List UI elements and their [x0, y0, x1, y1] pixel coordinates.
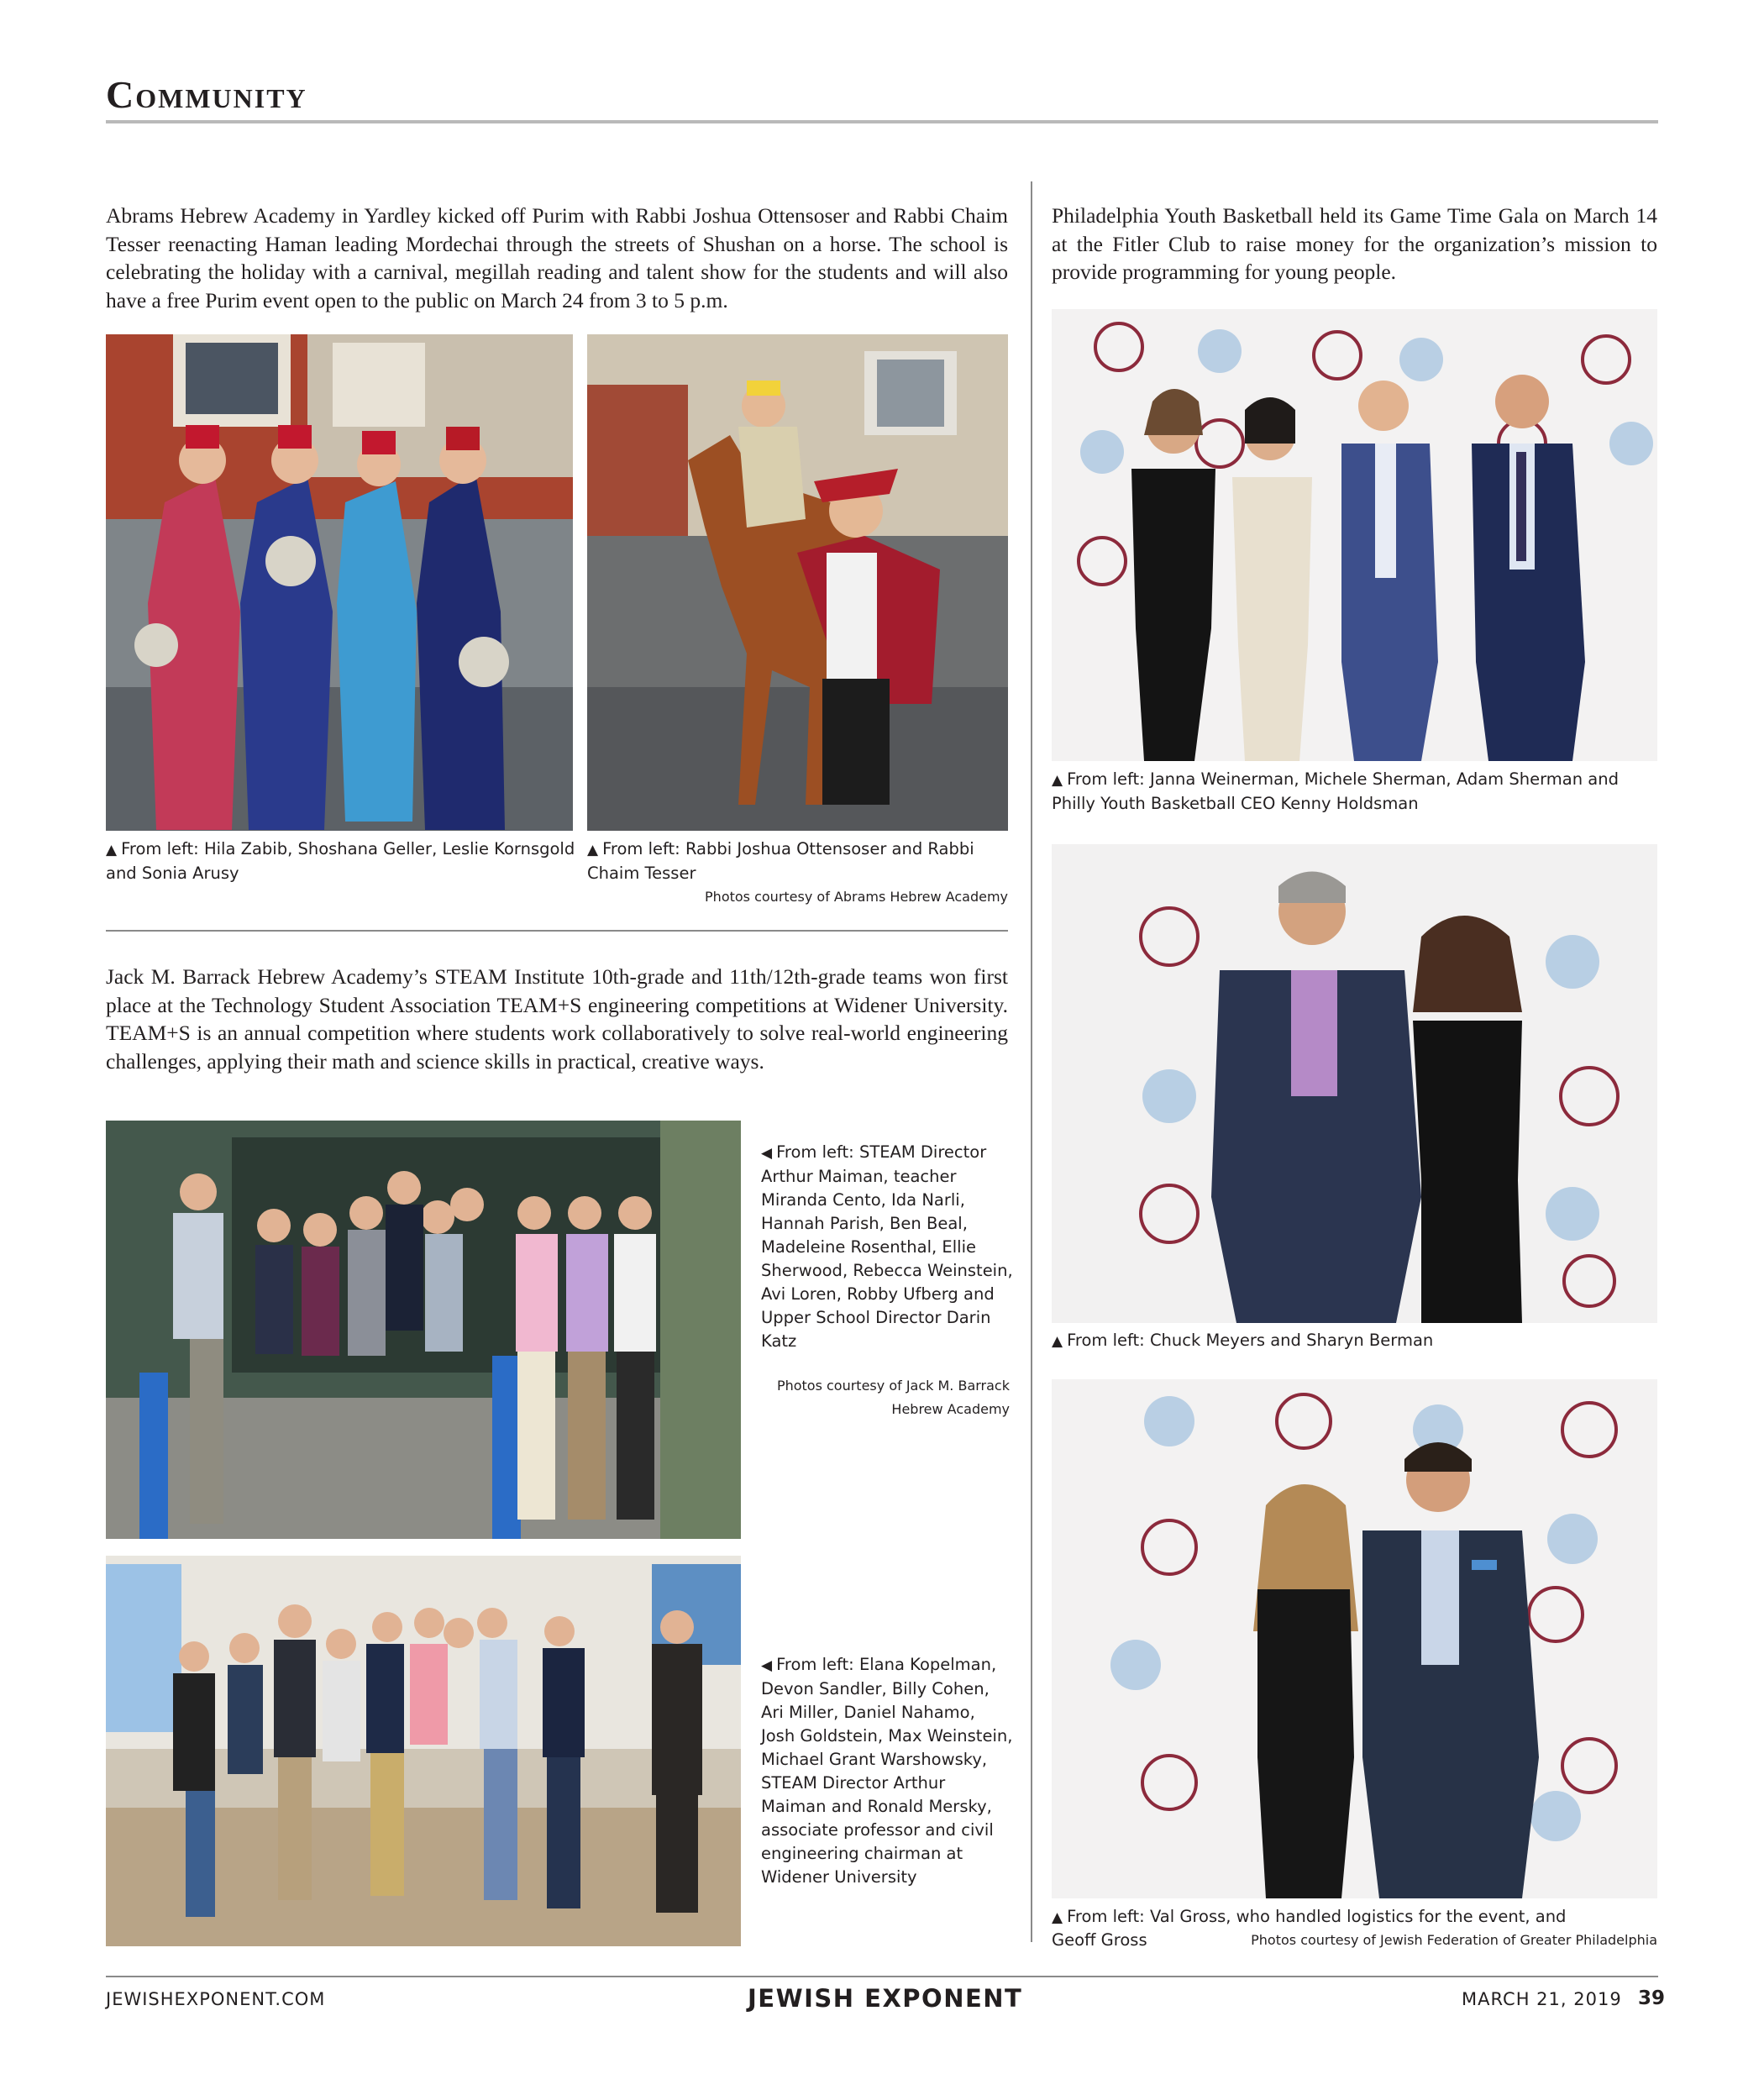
barrack-photo-credit: Photos courtesy of Jack M. Barrack Hebrew Academy [776, 1378, 1010, 1417]
abrams-story-text: Abrams Hebrew Academy in Yardley kicked off Purim with Rabbi Joshua Ottensoser and Rabbi Chaim Tesser reenacting Haman leading Mordechai through the streets of Shushan on a horse. The school is celebrating the holiday with a carnival, megillah reading and talent show for the students and will also have a free Purim event open to the public on March 24 from 3 to 5 p.m. [106, 203, 1008, 312]
section-title: Community [106, 73, 307, 116]
basketball-caption-2: ▲ From left: Chuck Meyers and Sharyn Berman [1052, 1329, 1657, 1353]
barrack-caption-top: ◀ From left: STEAM Director Arthur Maiman, teacher Miranda Cento, Ida Narli, Hannah Parish, Ben Beal, Madeleine Rosenthal, Ellie Sherwood, Rebecca Weinstein, Avi Loren, Robby Ufberg and Upper School Director Darin Katz [761, 1141, 1013, 1353]
page-number: 39 [1638, 1987, 1666, 2009]
story-divider [106, 930, 1008, 932]
abrams-caption-left: ▲ From left: Hila Zabib, Shoshana Geller, Leslie Kornsgold and Sonia Arusy [106, 837, 576, 885]
photo-rabbis-horse [587, 334, 1008, 831]
footer-website: JEWISHEXPONENT.COM [106, 1989, 326, 2009]
basketball-caption-3: ▲ From left: Val Gross, who handled logistics for the event, and [1052, 1905, 1657, 1929]
footer-publication: JEWISH EXPONENT [748, 1984, 1023, 2013]
footer-date: MARCH 21, 2019 [1462, 1989, 1622, 2009]
basketball-caption-1: ▲ From left: Janna Weinerman, Michele Sherman, Adam Sherman and Philly Youth Basketball CEO Kenny Holdsman [1052, 768, 1657, 816]
column-divider [1031, 181, 1032, 1942]
photo-steam-team-outdoor [106, 1121, 741, 1539]
abrams-caption-right: ▲ From left: Rabbi Joshua Ottensoser and Rabbi Chaim Tesser [587, 837, 990, 885]
photo-gala-couple-2 [1052, 1379, 1657, 1898]
photo-gala-couple-1 [1052, 844, 1657, 1323]
photo-gala-group [1052, 309, 1657, 761]
barrack-caption-bottom: ◀ From left: Elana Kopelman, Devon Sandler, Billy Cohen, Ari Miller, Daniel Nahamo, Josh Goldstein, Max Weinstein, Michael Grant Warshowsky, STEAM Director Arthur Maiman and Ronald Mersky, associate professor and civil engineering chairman at Widener University [761, 1653, 1013, 1889]
footer-rule [106, 1976, 1658, 1977]
basketball-story-text: Philadelphia Youth Basketball held its Game Time Gala on March 14 at the Fitler Club to raise money for the organization’s mission to provide programming for young people. [1052, 203, 1657, 284]
basketball-caption-3-line-2: Geoff Gross [1052, 1930, 1147, 1950]
barrack-story-text: Jack M. Barrack Hebrew Academy’s STEAM Institute 10th-grade and 11th/12th-grade teams won first place at the Technology Student Association TEAM+S engineering competitions at Widener University. TEAM+S is an annual competition where students work collaboratively to solve real-world engineering challenges, applying their math and science skills in practical, creative ways. [106, 964, 1008, 1074]
header-rule [106, 120, 1658, 123]
abrams-photo-credit: Photos courtesy of Abrams Hebrew Academy [705, 889, 1008, 905]
basketball-photo-credit: Photos courtesy of Jewish Federation of Greater Philadelphia [1251, 1932, 1657, 1948]
photo-purim-costumes [106, 334, 573, 831]
photo-steam-team-indoor [106, 1556, 741, 1946]
